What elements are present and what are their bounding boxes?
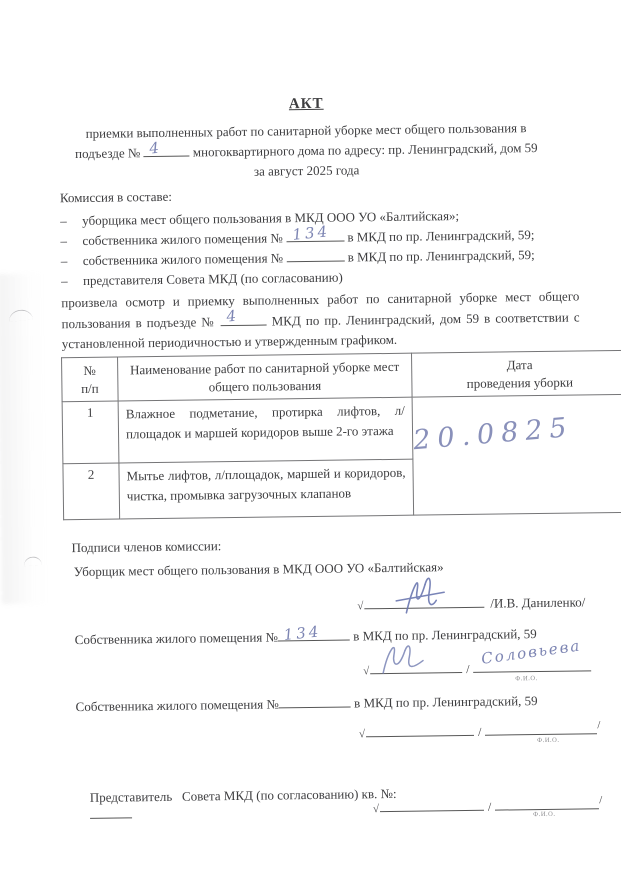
body-paragraph: произвела осмотр и приемку выполненных работ по санитарной уборке мест общего пользования в подъезде № 4 МКД по пр. Ленинградский, дом 59 в соответствии с установленной периодичностью и утвержденным графиком.: [61, 288, 580, 352]
date-cell: [412, 394, 621, 515]
apartment-number-blank-empty: [286, 249, 344, 263]
handwritten-apartment-number-sign: 134: [283, 622, 323, 644]
signatures-heading: Подписи членов комиссии:: [71, 538, 222, 556]
representative-signature-label: Представитель Совета МКД (по согласованию) кв. №:: [76, 770, 397, 839]
fio-line: [485, 721, 597, 735]
list-dash: –: [60, 213, 67, 229]
signature-line: [370, 660, 462, 674]
work-description-cell: Мытье лифтов, л/площадок, маршей и коридоров, чистка, промывка загрузочных клапанов: [119, 459, 414, 519]
check-mark: √: [357, 600, 364, 613]
intro-line-1: приемки выполненных работ по санитарной уборке мест общего пользования в: [85, 120, 527, 141]
table-header-row: [62, 350, 621, 401]
member-text: представителя Совета МКД (по согласованию): [82, 269, 343, 288]
apartment-number-blank: [286, 222, 344, 244]
slash-separator: /: [466, 661, 470, 676]
member-text: собственника жилого помещения № в МКД по пр. Ленинградский, 59;: [82, 247, 535, 268]
apartment-number-sign-blank-empty: [279, 694, 351, 708]
list-dash: –: [60, 233, 68, 249]
handwritten-cleaning-date: 20.0825: [412, 412, 575, 457]
check-mark: √: [363, 665, 370, 678]
handwritten-apartment-number: 134: [291, 222, 331, 244]
scan-smudge: [0, 273, 48, 604]
check-mark: √: [372, 803, 380, 816]
slash-separator: /: [477, 724, 482, 739]
header-work: Наименование работ по санитарной уборке мест общего пользования: [118, 353, 413, 401]
row-number-cell: 1: [62, 401, 119, 464]
owner1-signature-label: Собственника жилого помещения № 134 в МКД по пр. Ленинградский, 59: [74, 622, 537, 648]
header-date: Дата проведения уборки: [412, 350, 621, 397]
commission-members-list: [60, 204, 581, 291]
trailing-slash: /: [597, 719, 601, 732]
handwritten-entrance-number-2: 4: [225, 306, 240, 326]
member-text: собственника жилого помещения № 134 в МКД по пр. Ленинградский, 59;: [82, 222, 535, 248]
work-table: [61, 350, 621, 520]
page-title-text: АКТ: [288, 95, 324, 113]
intro-line-3: за август 2025 года: [253, 162, 360, 179]
representative-signature-row: [372, 794, 603, 819]
signature-line: [380, 798, 484, 812]
row-number-cell: 2: [63, 463, 120, 520]
owner2-signature-label: Собственника жилого помещения № в МКД по пр. Ленинградский, 59: [75, 693, 538, 715]
cleaner-signature-row: [357, 593, 585, 613]
list-dash: –: [60, 253, 68, 269]
commission-heading: Комиссия в составе:: [59, 188, 173, 206]
representative-apt-blank: [90, 805, 132, 819]
header-num: № п/п: [62, 357, 119, 402]
entrance-number-blank-2: [221, 306, 267, 326]
owner2-signature-row: [359, 721, 601, 741]
slash-separator: /: [487, 799, 492, 814]
trailing-slash: /: [599, 794, 603, 807]
work-description-cell: Влажное подметание, протирка лифтов, л/площадок и маршей коридоров выше 2-го этажа: [118, 397, 413, 463]
handwritten-entrance-number: 4: [148, 138, 163, 158]
handwritten-owner-surname: Соловьева: [480, 636, 583, 668]
owner1-signature-row: [363, 658, 592, 678]
member-text: уборщика мест общего пользования в МКД ООО УО «Балтийская»;: [82, 208, 460, 228]
fio-label: Ф.И.О.: [537, 736, 560, 745]
fio-label: Ф.И.О.: [533, 810, 556, 819]
signature-line: [364, 595, 484, 610]
cleaner-signature-label: Уборщик мест общего пользования в МКД ООО УО «Балтийская»: [73, 559, 444, 580]
signature-line: [366, 723, 474, 737]
intro-paragraph: [44, 118, 569, 185]
fio-line: [495, 796, 599, 810]
intro-line-2: подъезде № 4 многоквартирного дома по адресу: пр. Ленинградский, дом 59: [74, 138, 538, 162]
page-title: [0, 92, 617, 117]
cleaner-name: /И.В. Даниленко/: [490, 594, 586, 611]
list-dash: –: [60, 273, 68, 289]
apartment-number-sign-blank: [278, 622, 350, 644]
check-mark: √: [358, 728, 366, 741]
entrance-number-blank: [143, 138, 189, 158]
table-row: [62, 394, 621, 463]
fio-label: Ф.И.О.: [515, 675, 538, 683]
